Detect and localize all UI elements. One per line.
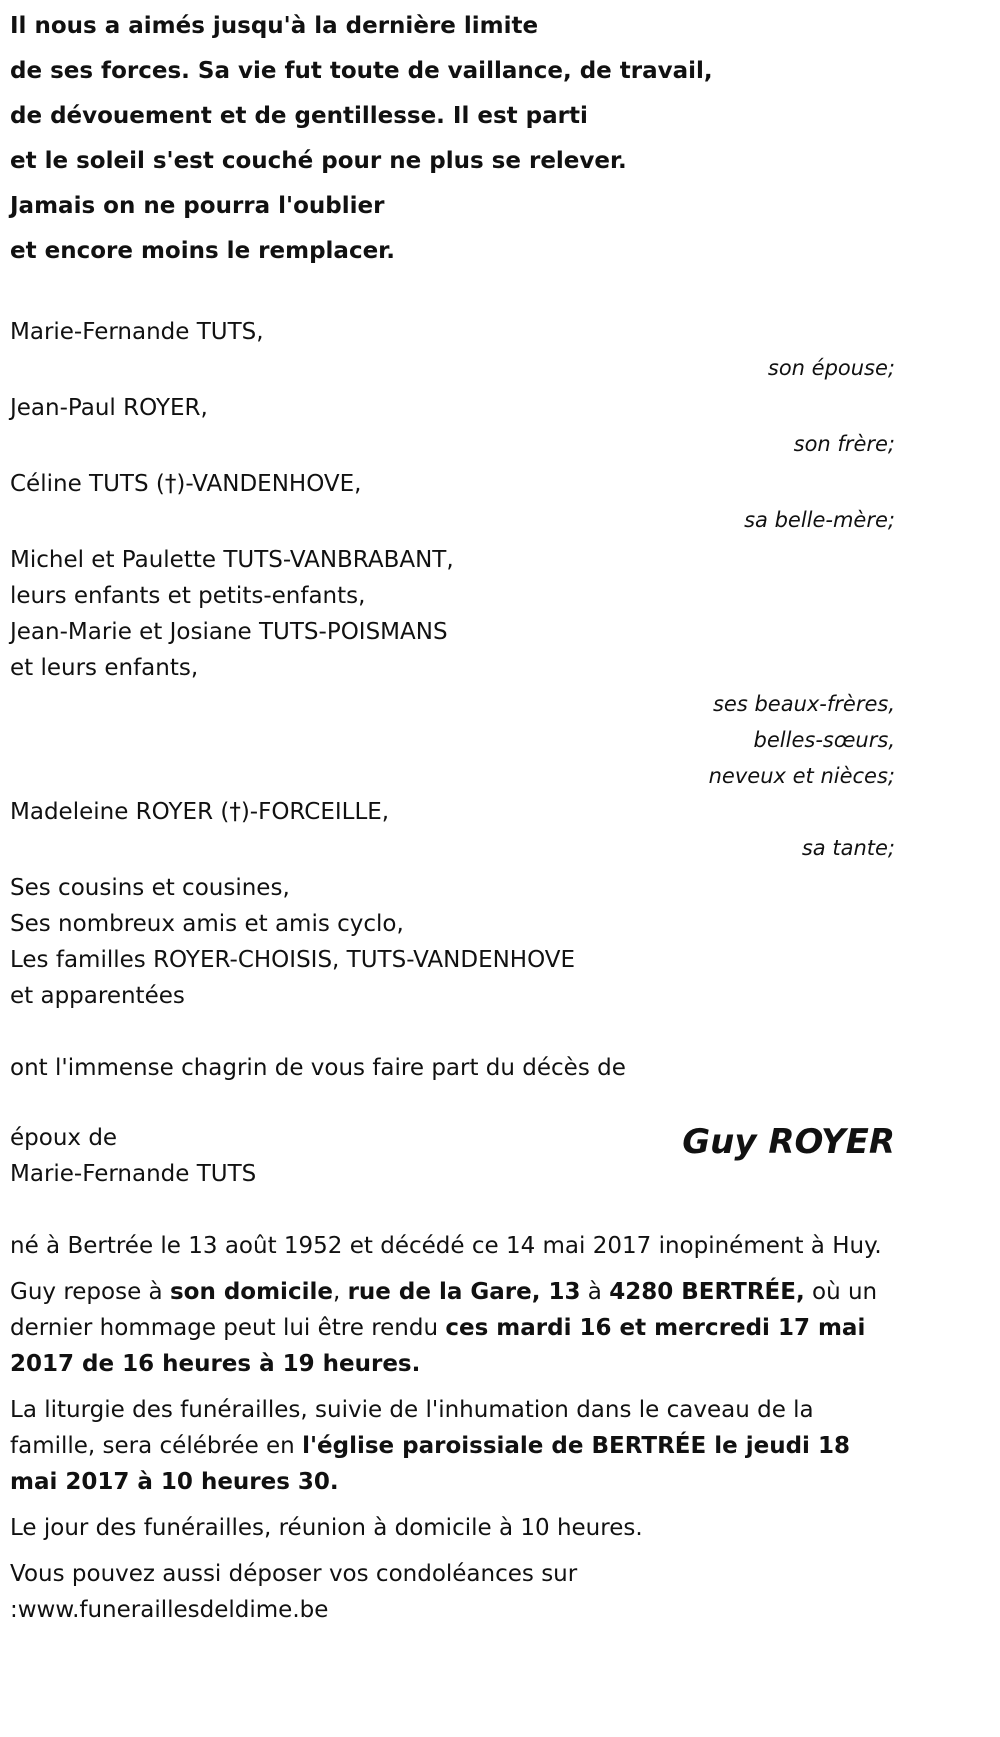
intro-line: et encore moins le remplacer. bbox=[10, 238, 395, 264]
family-relation: neveux et nièces; bbox=[708, 764, 895, 788]
family-name: et apparentées bbox=[10, 983, 185, 1009]
family-name: Céline TUTS (†)-VANDENHOVE, bbox=[10, 471, 362, 497]
family-relation: sa tante; bbox=[801, 836, 895, 860]
rest-info: Guy repose à son domicile, rue de la Gare, 13 à 4280 BERTRÉE, où un dernier hommage peut lui être rendu ces mardi 16 et mercredi 17 mai 2017 de 16 heures à 19 heures. bbox=[10, 1279, 878, 1377]
family-relation: son épouse; bbox=[767, 356, 895, 380]
intro-line: de dévouement et de gentillesse. Il est parti bbox=[10, 103, 588, 129]
intro-line: et le soleil s'est couché pour ne plus se relever. bbox=[10, 148, 627, 174]
family-name: leurs enfants et petits-enfants, bbox=[10, 583, 366, 609]
deceased-block bbox=[10, 1120, 895, 1192]
family-name: Jean-Marie et Josiane TUTS-POISMANS bbox=[10, 619, 448, 645]
family-name: Les familles ROYER-CHOISIS, TUTS-VANDENHOVE bbox=[10, 947, 576, 973]
family-name: et leurs enfants, bbox=[10, 655, 199, 681]
family-list bbox=[10, 314, 895, 1014]
family-entry-aunt bbox=[10, 794, 895, 866]
intro-line: Jamais on ne pourra l'oublier bbox=[10, 193, 385, 219]
intro-line: de ses forces. Sa vie fut toute de vaillance, de travail, bbox=[10, 58, 713, 84]
reunion-info: Le jour des funérailles, réunion à domicile à 10 heures. bbox=[10, 1515, 643, 1541]
family-name: Madeleine ROYER (†)-FORCEILLE, bbox=[10, 799, 390, 825]
birth-death-info: né à Bertrée le 13 août 1952 et décédé ce 14 mai 2017 inopinément à Huy. bbox=[10, 1233, 882, 1259]
family-entry-mother-in-law bbox=[10, 466, 895, 538]
announcement-text: ont l'immense chagrin de vous faire part du décès de bbox=[10, 1055, 626, 1081]
condolences-info: Vous pouvez aussi déposer vos condoléances sur :www.funeraillesdeldime.be bbox=[10, 1561, 578, 1623]
spouse-label: époux de bbox=[10, 1125, 118, 1151]
family-entry-brother bbox=[10, 390, 895, 462]
family-entry-spouse bbox=[10, 314, 895, 386]
family-relation: belles-sœurs, bbox=[753, 728, 895, 752]
intro-line: Il nous a aimés jusqu'à la dernière limite bbox=[10, 13, 539, 39]
family-name: Jean-Paul ROYER, bbox=[10, 395, 208, 421]
family-relation: ses beaux-frères, bbox=[712, 692, 895, 716]
family-name: Ses cousins et cousines, bbox=[10, 875, 290, 901]
condolences-link[interactable]: :www.funeraillesdeldime.be bbox=[10, 1597, 329, 1623]
funeral-details bbox=[10, 1228, 895, 1628]
family-name: Michel et Paulette TUTS-VANBRABANT, bbox=[10, 547, 454, 573]
family-name: Marie-Fernande TUTS, bbox=[10, 319, 264, 345]
family-relation: son frère; bbox=[793, 432, 895, 456]
family-relation: sa belle-mère; bbox=[744, 508, 895, 532]
spouse-name: Marie-Fernande TUTS bbox=[10, 1161, 257, 1187]
obituary-page bbox=[10, 0, 895, 1638]
deceased-name: Guy ROYER bbox=[682, 1122, 895, 1162]
family-entry-in-laws bbox=[10, 542, 895, 794]
intro-poem bbox=[10, 4, 895, 274]
family-entry-others bbox=[10, 870, 895, 1014]
liturgy-info: La liturgie des funérailles, suivie de l'inhumation dans le caveau de la famille, sera célébrée en l'église paroissiale de BERTRÉE le jeudi 18 mai 2017 à 10 heures 30. bbox=[10, 1397, 850, 1495]
family-name: Ses nombreux amis et amis cyclo, bbox=[10, 911, 404, 937]
